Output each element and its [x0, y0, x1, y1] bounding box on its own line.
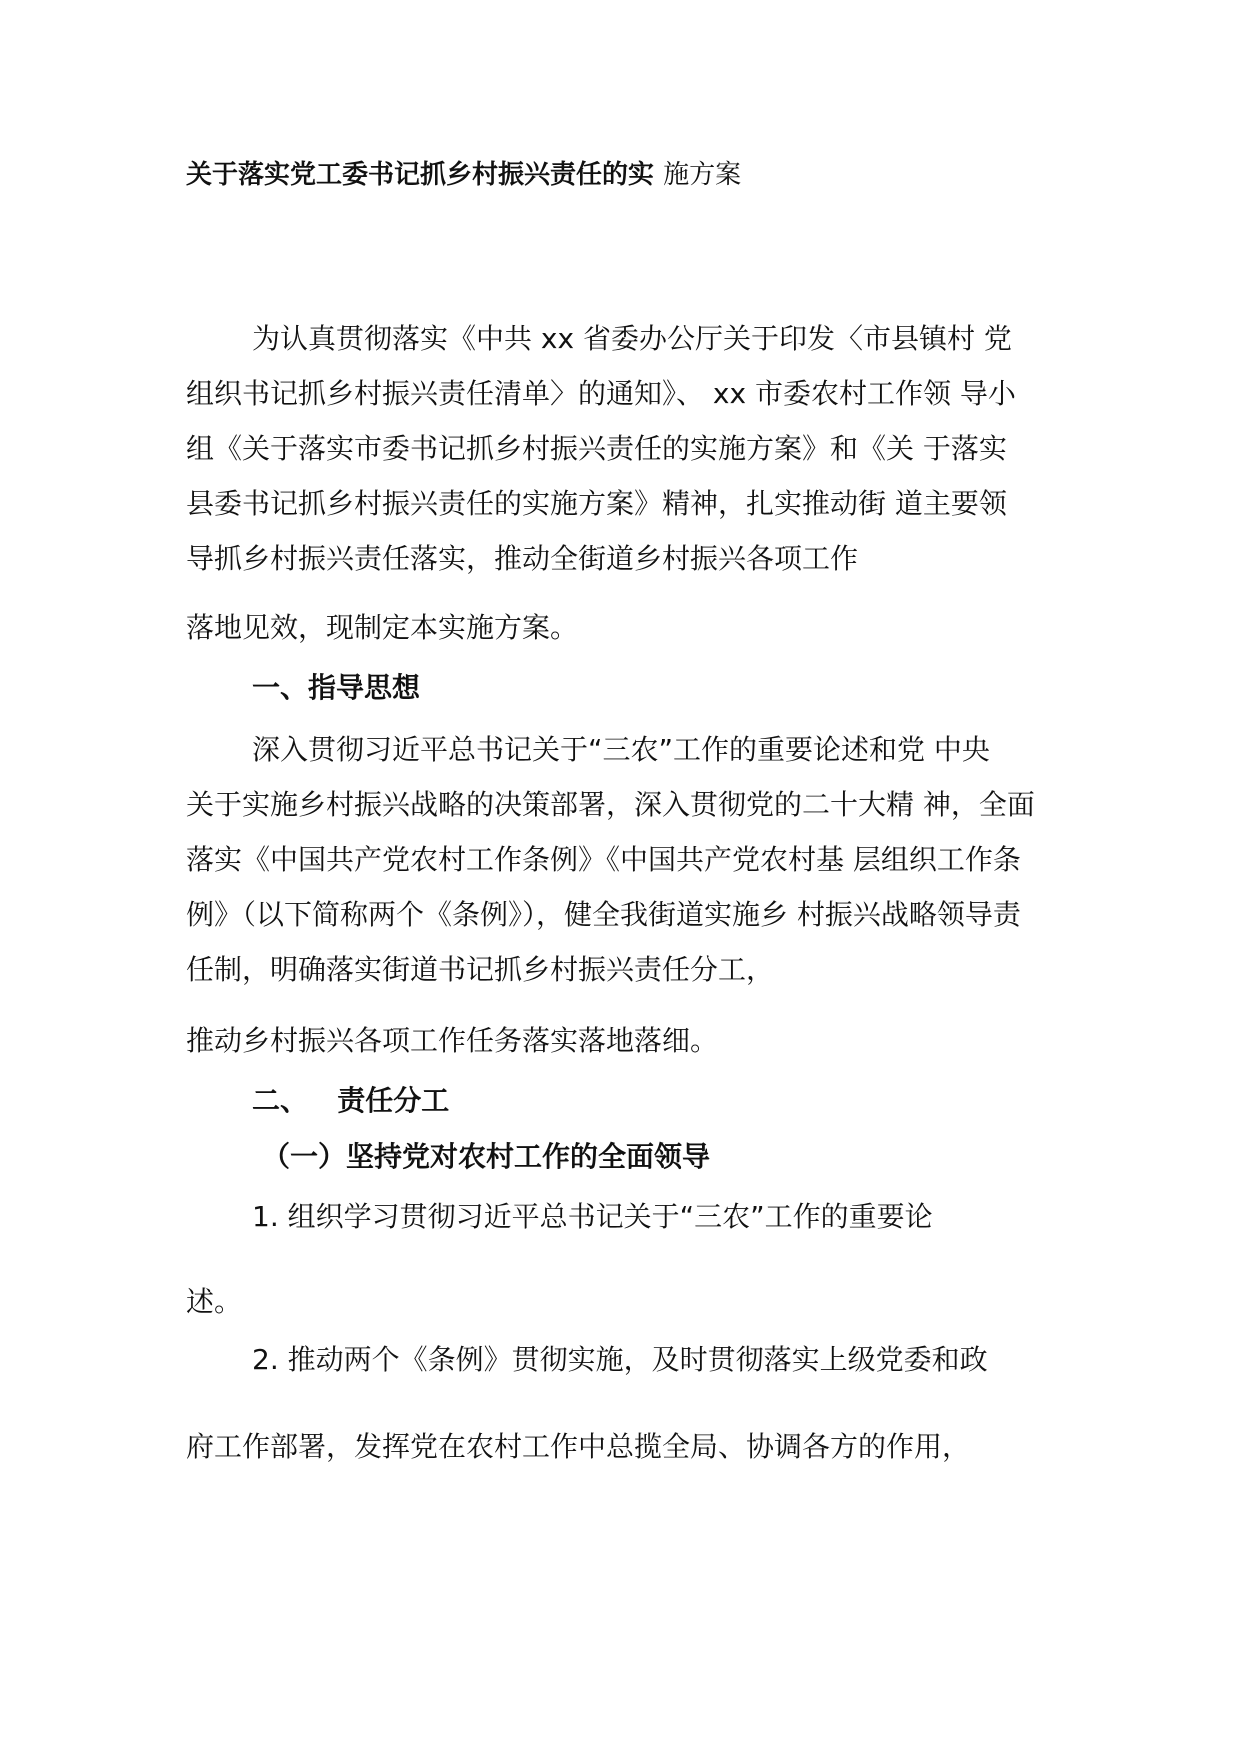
paragraph-line: 组织书记抓乡村振兴责任清单〉的通知》、 xx 市委农村工作领 导小: [186, 377, 1016, 410]
title-bold-part: 关于落实党工委书记抓乡村振兴责任的实: [186, 160, 655, 190]
subsection-heading: （一）坚持党对农村工作的全面领导: [262, 1140, 711, 1173]
paragraph-line: 深入贯彻习近平总书记关于“三农”工作的重要论述和党 中央: [252, 733, 990, 766]
paragraph-line: 落实《中国共产党农村工作条例》《中国共产党农村基 层组织工作条: [186, 843, 1021, 876]
paragraph-line: 关于实施乡村振兴战略的决策部署，深入贯彻党的二十大精 神，全面: [186, 788, 1035, 821]
paragraph-line: 县委书记抓乡村振兴责任的实施方案》精神，扎实推动街 道主要领: [186, 487, 1007, 520]
paragraph-line: 任制，明确落实街道书记抓乡村振兴责任分工，: [186, 953, 775, 986]
list-item-line: 府工作部署，发挥党在农村工作中总揽全局、协调各方的作用，: [186, 1430, 971, 1463]
list-item-line: 2. 推动两个《条例》贯彻实施，及时贯彻落实上级党委和政: [252, 1343, 988, 1376]
paragraph-line: 为认真贯彻落实《中共 xx 省委办公厅关于印发〈市县镇村 党: [252, 322, 1012, 355]
title-rest-part: 施方案: [663, 160, 742, 190]
section-heading-1: 一、指导思想: [252, 671, 421, 704]
list-item-line: 述。: [186, 1285, 243, 1318]
document-title: [186, 158, 741, 192]
paragraph-line: 推动乡村振兴各项工作任务落实落地落细。: [186, 1024, 719, 1057]
paragraph-line: 组《关于落实市委书记抓乡村振兴责任的实施方案》和《关 于落实: [186, 432, 1007, 465]
section-heading-2: 二、 责任分工: [252, 1084, 450, 1117]
list-item-line: 1. 组织学习贯彻习近平总书记关于“三农”工作的重要论: [252, 1200, 933, 1233]
paragraph-line: 例》（以下简称两个《条例》），健全我街道实施乡 村振兴战略领导责: [186, 898, 1021, 931]
paragraph-line: 导抓乡村振兴责任落实，推动全街道乡村振兴各项工作: [186, 542, 859, 575]
paragraph-line: 落地见效，现制定本实施方案。: [186, 611, 579, 644]
